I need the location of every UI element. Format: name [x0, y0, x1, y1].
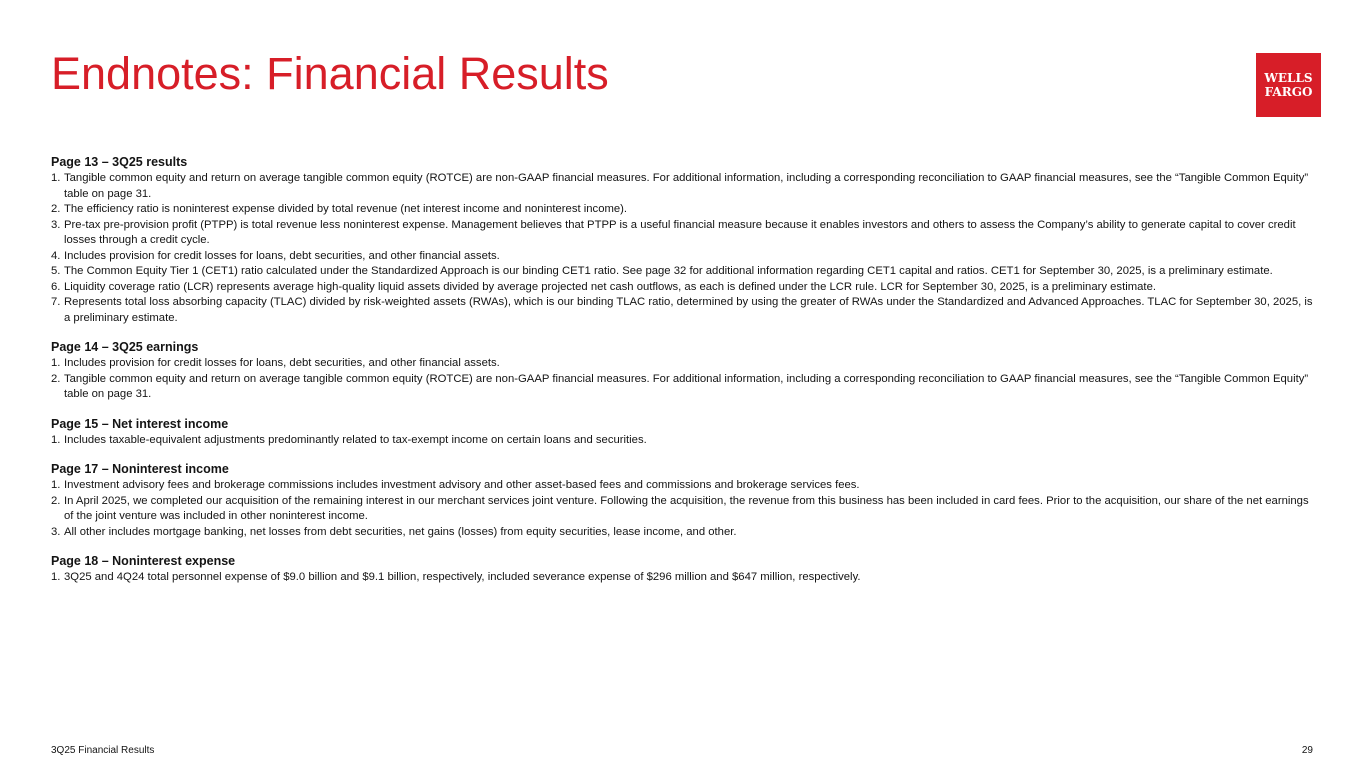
endnote-number: 1. — [51, 172, 61, 184]
endnote-text: Includes provision for credit losses for loans, debt securities, and other financial assets. — [64, 249, 500, 262]
endnote-item — [51, 295, 1313, 326]
endnote-text: Includes provision for credit losses for loans, debt securities, and other financial assets. — [64, 357, 500, 369]
endnote-text: 3Q25 and 4Q24 total personnel expense of $9.0 billion and $9.1 billion, respectively, included severance expense of $296 million and $647 million, respectively. — [64, 571, 861, 583]
endnote-item — [51, 171, 1313, 202]
endnote-number: 1. — [51, 479, 61, 491]
endnote-number: 6. — [51, 280, 61, 293]
endnote-section — [51, 461, 1313, 540]
endnote-item — [51, 218, 1313, 249]
section-heading: Page 15 – Net interest income — [51, 416, 229, 431]
endnote-number: 2. — [51, 494, 61, 507]
endnote-text: Liquidity coverage ratio (LCR) represents average high-quality liquid assets divided by average projected net cash outflows, as each is defined under the LCR rule. LCR for September 30, 2025, is a preliminary estimate. — [64, 280, 1156, 293]
endnote-item — [51, 494, 1313, 525]
endnote-number: 1. — [51, 357, 61, 369]
note-list — [51, 171, 1313, 326]
footer-page-number: 29 — [1301, 745, 1313, 756]
endnote-item — [51, 249, 1313, 265]
endnote-item — [51, 264, 1313, 280]
endnote-item — [51, 356, 1313, 372]
endnote-item — [51, 478, 1313, 494]
endnote-number: 5. — [51, 265, 61, 277]
note-list — [51, 570, 1313, 586]
endnote-number: 2. — [51, 203, 61, 215]
endnote-text: The Common Equity Tier 1 (CET1) ratio calculated under the Standardized Approach is our binding CET1 ratio. See page 32 for additional information regarding CET1 capital and ratios. CET1 for September 30, 2025, is a preliminary estimate. — [64, 265, 1273, 277]
wells-fargo-logo — [1256, 53, 1321, 117]
section-heading: Page 14 – 3Q25 earnings — [51, 340, 199, 354]
endnote-text: Tangible common equity and return on average tangible common equity (ROTCE) are non-GAAP financial measures. For additional information, including a corresponding reconciliation to GAAP financial measures, see the “Tangible Common Equity” table on page 31. — [64, 372, 1309, 400]
endnote-number: 1. — [51, 571, 61, 583]
page-title: Endnotes: Financial Results — [51, 48, 609, 99]
endnote-section — [51, 416, 1313, 449]
endnote-item — [51, 280, 1313, 296]
endnote-item — [51, 372, 1313, 403]
endnote-item — [51, 433, 1313, 449]
endnote-text: Represents total loss absorbing capacity (TLAC) divided by risk-weighted assets (RWAs), which is our binding TLAC ratio, determined by using the greater of RWAs under the Standardized and Advanced Approaches. TLAC for September 30, 2025, is a preliminary estimate. — [64, 296, 1313, 324]
endnote-number: 4. — [51, 249, 61, 262]
endnote-item — [51, 202, 1313, 218]
endnote-text: In April 2025, we completed our acquisition of the remaining interest in our merchant services joint venture. Following the acquisition, the revenue from this business has been included in card fees. Prior to the acquisition, our share of the net earnings of the joint venture was included in other noninterest income. — [64, 494, 1309, 522]
endnote-text: Includes taxable-equivalent adjustments predominantly related to tax-exempt income on certain loans and securities. — [64, 433, 647, 446]
section-heading: Page 13 – 3Q25 results — [51, 155, 188, 169]
logo-line-1: WELLS — [1264, 71, 1313, 85]
note-list — [51, 433, 1313, 449]
logo-line-2: FARGO — [1264, 85, 1313, 99]
section-heading: Page 17 – Noninterest income — [51, 462, 229, 476]
endnote-text: All other includes mortgage banking, net losses from debt securities, net gains (losses) from equity securities, lease income, and other. — [64, 525, 737, 538]
footer-document-title: 3Q25 Financial Results — [51, 745, 155, 756]
endnote-text: Investment advisory fees and brokerage commissions includes investment advisory and other asset-based fees and commissions and brokerage services fees. — [64, 479, 860, 491]
note-list — [51, 478, 1313, 540]
endnote-number: 3. — [51, 218, 61, 231]
endnote-number: 3. — [51, 525, 61, 538]
endnote-text: Pre-tax pre-provision profit (PTPP) is total revenue less noninterest expense. Management believes that PTPP is a useful financial measure because it enables investors and others to assess the Company’s ability to generate capital to cover credit losses through a credit cycle. — [64, 218, 1296, 246]
endnote-section — [51, 154, 1313, 326]
section-heading: Page 18 – Noninterest expense — [51, 554, 236, 568]
endnote-text: The efficiency ratio is noninterest expense divided by total revenue (net interest income and noninterest income). — [64, 203, 628, 215]
endnote-number: 2. — [51, 372, 61, 385]
endnote-section — [51, 553, 1313, 586]
endnote-section — [51, 339, 1313, 403]
endnote-number: 7. — [51, 296, 61, 308]
endnote-text: Tangible common equity and return on average tangible common equity (ROTCE) are non-GAAP financial measures. For additional information, including a corresponding reconciliation to GAAP financial measures, see the “Tangible Common Equity” table on page 31. — [64, 172, 1309, 200]
endnote-item — [51, 525, 1313, 541]
endnotes-content — [51, 154, 1313, 599]
endnote-item — [51, 570, 1313, 586]
note-list — [51, 356, 1313, 403]
endnote-number: 1. — [51, 433, 61, 446]
